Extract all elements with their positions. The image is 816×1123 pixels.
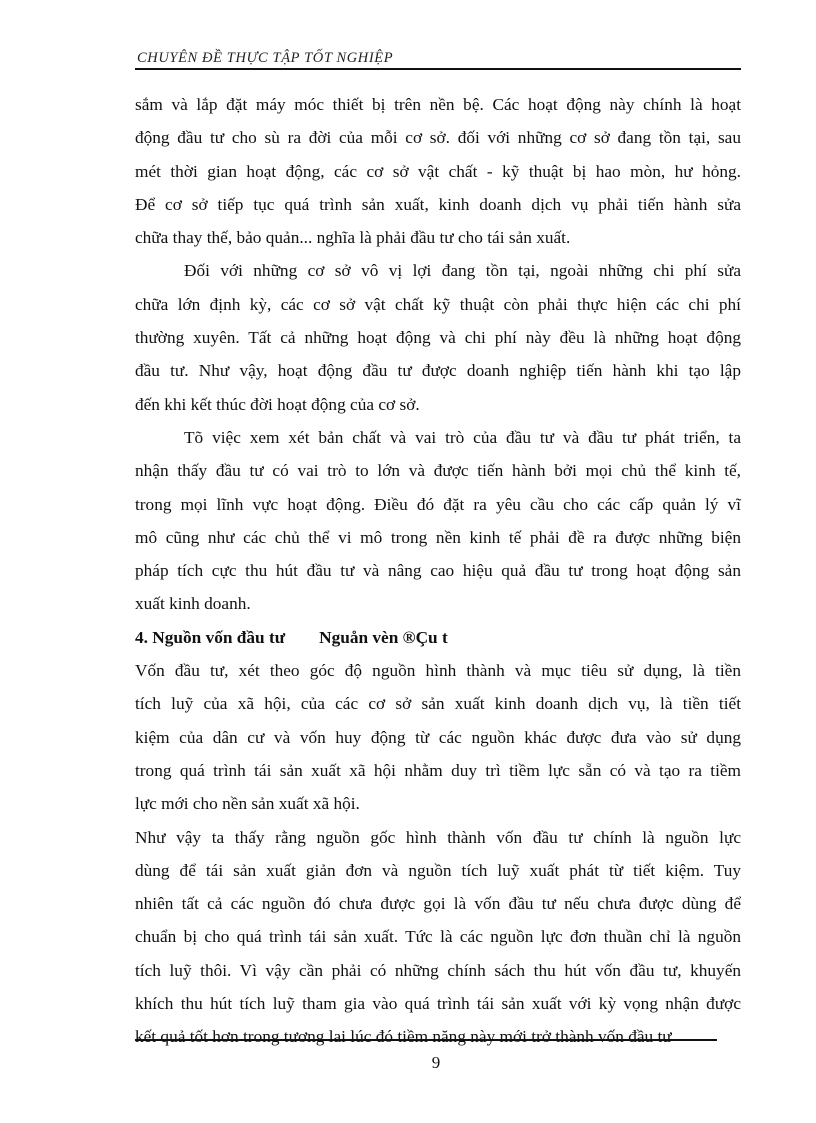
- text-line: lực mới cho nền sản xuất xã hội.: [135, 794, 360, 814]
- text-line: Để cơ sở tiếp tục quá trình sản xuất, kinh doanh dịch vụ phải tiến hành sửa: [135, 194, 741, 214]
- text-line: nhiên tất cả các nguồn đó chưa được gọi là vốn đầu tư nếu chưa được dùng để: [135, 894, 741, 914]
- text-line: chữa lớn định kỳ, các cơ sở vật chất kỹ thuật còn phải thực hiện các chi phí: [135, 294, 741, 314]
- text-line: mét thời gian hoạt động, các cơ sở vật chất - kỹ thuật bị hao mòn, hư hỏng.: [135, 161, 741, 181]
- text-line: tích luỹ của xã hội, của các cơ sở sản xuất kinh doanh dịch vụ, là tiền tiết: [135, 694, 741, 714]
- text-line: xuất kinh doanh.: [135, 594, 251, 614]
- text-line: dùng để tái sản xuất giản đơn và nguồn tích luỹ xuất phát từ tiết kiệm. Tuy: [135, 860, 741, 880]
- document-body: [135, 88, 741, 1054]
- header-divider: [135, 68, 741, 70]
- section-heading-text: 4. Nguồn vốn đầu tư: [135, 627, 286, 647]
- text-line: đầu tư. Như vậy, hoạt động đầu tư được doanh nghiệp tiến hành khi tạo lập: [135, 361, 741, 381]
- text-line: kiệm của dân cư và vốn huy động từ các nguồn khác được đưa vào sử dụng: [135, 727, 741, 747]
- section-heading-alt-text: Nguån vèn ®Çu t: [319, 627, 448, 647]
- text-line: kết quả tốt hơn trong tương lai lúc đó tiềm năng này mới trở thành vốn đầu tư: [135, 1027, 672, 1047]
- text-line: chuẩn bị cho quá trình tái sản xuất. Tức là các nguồn lực đơn thuần chỉ là nguồn: [135, 927, 741, 947]
- paragraph-4: [135, 654, 741, 820]
- text-line: thường xuyên. Tất cả những hoạt động và chi phí này đều là những hoạt động: [135, 328, 741, 348]
- text-line: Đối với những cơ sở vô vị lợi đang tồn tại, ngoài những chi phí sửa: [184, 261, 741, 281]
- text-line: động đầu tư cho sù ra đời của mỗi cơ sở. đối với những cơ sở đang tồn tại, sau: [135, 128, 741, 148]
- text-line: sắm và lắp đặt máy móc thiết bị trên nền bệ. Các hoạt động này chính là hoạt: [135, 95, 741, 114]
- page-number: 9: [431, 1053, 441, 1072]
- footer-divider: [135, 1039, 717, 1041]
- paragraph-3: [135, 421, 741, 621]
- text-line: trong mọi lĩnh vực hoạt động. Điều đó đặt ra yêu cầu cho các cấp quản lý vĩ: [135, 494, 741, 514]
- text-line: Tõ việc xem xét bản chất và vai trò của đầu tư và đầu tư phát triển, ta: [184, 427, 741, 447]
- text-line: tích luỹ thôi. Vì vậy cần phải có những chính sách thu hút vốn đầu tư, khuyến: [135, 960, 741, 980]
- text-line: nhận thấy đầu tư có vai trò to lớn và được tiến hành bởi mọi chủ thể kinh tế,: [135, 461, 741, 481]
- text-line: trong quá trình tái sản xuất xã hội nhằm duy trì tiềm lực sẵn có và tạo ra tiềm: [135, 760, 741, 780]
- section-heading: [135, 621, 741, 654]
- text-line: mô cũng như các chủ thể vi mô trong nền kinh tế phải đề ra được những biện: [135, 527, 741, 547]
- document-header-title: CHUYÊN ĐỀ THỰC TẬP TỐT NGHIỆP: [137, 50, 394, 66]
- paragraph-5: [135, 821, 741, 1054]
- text-line: đến khi kết thúc đời hoạt động của cơ sở.: [135, 394, 420, 414]
- text-line: Vốn đầu tư, xét theo góc độ nguồn hình thành và mục tiêu sử dụng, là tiền: [135, 661, 741, 681]
- paragraph-2: [135, 254, 741, 420]
- text-line: chữa thay thế, bảo quản... nghĩa là phải đầu tư cho tái sản xuất.: [135, 228, 571, 248]
- text-line: pháp tích cực thu hút đầu tư và nâng cao hiệu quả đầu tư trong hoạt động sản: [135, 561, 741, 581]
- text-line: Như vậy ta thấy rằng nguồn gốc hình thành vốn đầu tư chính là nguồn lực: [135, 827, 741, 847]
- paragraph-1: [135, 88, 741, 254]
- text-line: khích thu hút tích luỹ tham gia vào quá trình tái sản xuất với kỳ vọng nhận được: [135, 994, 741, 1014]
